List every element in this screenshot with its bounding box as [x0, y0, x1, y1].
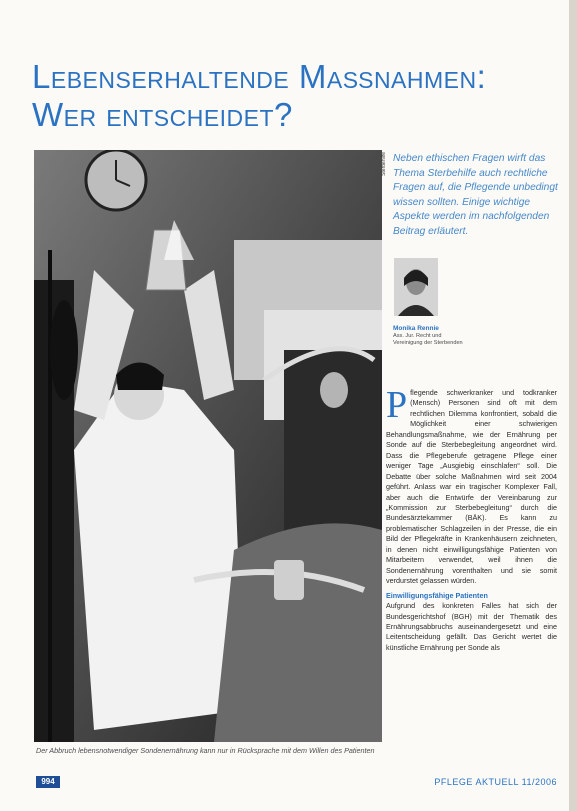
- nurse-photo-illustration: [34, 150, 382, 742]
- article-photo: [34, 150, 382, 742]
- page-edge-shadow: [569, 0, 577, 811]
- headline-line-2: Wer entscheidet?: [32, 96, 293, 133]
- headline-line-1: Lebenserhaltende Maßnahmen:: [32, 58, 487, 95]
- magazine-footer: PFLEGE AKTUELL 11/2006: [434, 777, 557, 787]
- body-subhead: Einwilligungsfähige Patienten: [386, 590, 488, 600]
- section-tag: Sterbehilfe: [381, 152, 387, 176]
- article-lead: Neben ethischen Fragen wirft das Thema Sterbehilfe auch rechtliche Fragen auf, die Pflegende unbedingt wissen sollten. Einige wichtige Aspekte werden im nachfolgenden Beitrag erläutert.: [393, 153, 558, 237]
- body-paragraph-2: Aufgrund des konkreten Falles hat sich der Bundesgerichtshof (BGH) mit der Thematik des Ernährungsabbruchs auseinandergesetzt und eine Leitentscheidung gefällt. Das Gericht wertet die künstliche Ernährung per Sonde als: [386, 601, 557, 652]
- photo-caption: Der Abbruch lebensnotwendiger Sondenernährung kann nur in Rücksprache mit dem Willen des Patienten: [36, 746, 375, 755]
- article-body: [386, 384, 557, 653]
- page-number-badge: 994: [36, 776, 60, 788]
- article-headline: [32, 58, 552, 134]
- author-name: Monika Rennie: [393, 325, 439, 332]
- body-paragraph-1: flegende schwerkranker und todkranker (Mensch) Personen sind oft mit dem rechtlichen Dilemma konfrontiert, sobald die Möglichkeit einer schwierigen Behandlungsmaßnahme, wie der Ernährung per Sonde auf die Sterbebegleitung angeordnet wird. Dass die Pflegeberufe getragene Pflege einer weniger Tage „Ausgiebig einschlafen“ soll. Die Debatte über solche Maßnahmen wird seit 2004 geführt. Anlass war ein tragischer Komplexer Fall, aber auch die Entwürfe der Vereinbarung zur „Kommission zur Sterbebegleitung“ durch die Bundesärztekammer (BÄK). Es kann zu problematischer Schlagzeilen in der Presse, die ein Bild der Pflegekräfte in Krankenhäusern zeichneten, in denen nicht einwilligungsfähige Patienten von Mitarbeitern verwendet, weil ihnen die Sondenernährung vorenthalten und sie somit verdurstet gelassen würden.: [386, 388, 557, 586]
- drop-cap: P: [386, 384, 408, 426]
- author-role: Ass. Jur. Recht und Vereinigung der Sterbenden: [393, 333, 463, 346]
- author-portrait: [394, 258, 438, 316]
